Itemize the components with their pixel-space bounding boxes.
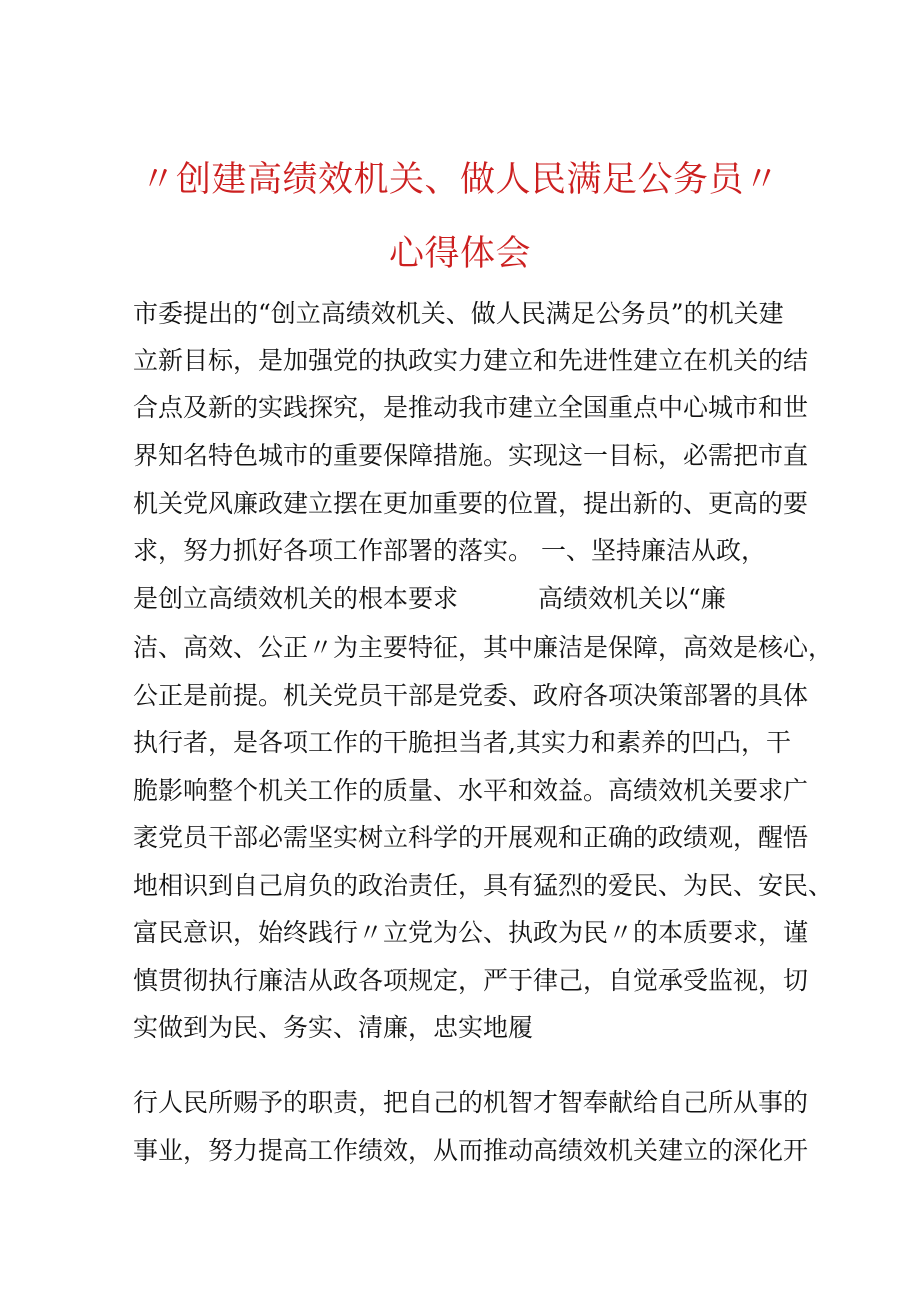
body-line: 慎贯彻执行廉洁从政各项规定，严于律己，自觉承受监视，切 — [133, 966, 809, 995]
body-line: 合点及新的实践探究，是推动我市建立全国重点中心城市和世 — [133, 393, 809, 422]
body-line: 富民意识，始终践行〃立党为公、执政为民〃的本质要求，谨 — [133, 918, 809, 947]
body-line: 执行者，是各项工作的干脆担当者,其实力和素养的凹凸，干 — [133, 728, 791, 757]
body-line: 事业，努力提高工作绩效，从而推动高绩效机关建立的深化开 — [133, 1136, 809, 1165]
body-line: 求，努力抓好各项工作部署的落实。 一、坚持廉洁从政， — [133, 536, 766, 565]
document-title-line-1: 〃创建高绩效机关、做人民满足公务员〃 — [140, 160, 780, 200]
body-line: 市委提出的“创立高绩效机关、做人民满足公务员”的机关建 — [133, 299, 784, 328]
section-heading: 是创立高绩效机关的根本要求 — [133, 584, 459, 613]
body-line: 袤党员干部必需坚实树立科学的开展观和正确的政绩观，醒悟 — [133, 823, 809, 852]
body-line: 机关党风廉政建立摆在更加重要的位置，提出新的、更高的要 — [133, 489, 809, 518]
document-title-line-2: 心得体会 — [388, 234, 531, 274]
body-line: 立新目标，是加强党的执政实力建立和先进性建立在机关的结 — [133, 346, 809, 375]
section-heading-line — [133, 583, 726, 615]
body-line: 界知名特色城市的重要保障措施。实现这一目标，必需把市直 — [133, 441, 809, 470]
body-line: 洁、高效、公正〃为主要特征，其中廉洁是保障，高效是核心， — [133, 633, 834, 662]
section-heading-tail: 高绩效机关以“廉 — [538, 584, 726, 613]
body-line: 公正是前提。机关党员干部是党委、政府各项决策部署的具体 — [133, 681, 809, 710]
body-line: 脆影响整个机关工作的质量、水平和效益。高绩效机关要求广 — [133, 776, 809, 805]
body-line: 行人民所赐予的职责，把自己的机智才智奉献给自己所从事的 — [133, 1088, 809, 1117]
body-line: 地相识到自己肩负的政治责任，具有猛烈的爱民、为民、安民、 — [133, 871, 834, 900]
body-line: 实做到为民、务实、清廉，忠实地履 — [133, 1013, 534, 1042]
